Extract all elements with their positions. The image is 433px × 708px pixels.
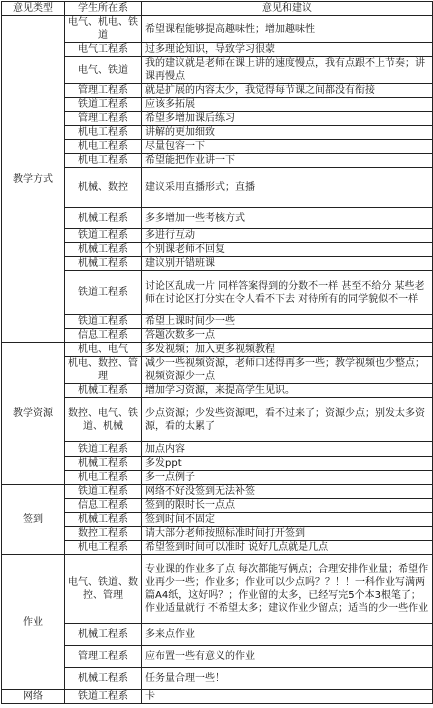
- department-cell: 铁道工程系: [65, 271, 142, 315]
- table-row: [2, 271, 433, 315]
- department-cell: 机电工程系: [65, 154, 142, 168]
- table-row: [2, 646, 433, 668]
- suggestion-cell: 我的建议就是老师在课上讲的速度慢点，我有点跟不上节奏；讲课再慢点: [142, 57, 433, 84]
- table-row: [2, 98, 433, 112]
- department-cell: 机电工程系: [65, 140, 142, 154]
- category-cell: 作业: [2, 555, 65, 690]
- department-cell: 电气、机电、铁道: [65, 16, 142, 43]
- suggestion-cell: 建议别开错班课: [142, 257, 433, 271]
- table-row: [2, 140, 433, 154]
- suggestion-cell: 请大部分老师按照标准时间打开签到: [142, 527, 433, 541]
- table-row: [2, 43, 433, 57]
- table-row: [2, 499, 433, 513]
- table-row: [2, 343, 433, 357]
- suggestion-cell: 尽量包容一下: [142, 140, 433, 154]
- suggestion-cell: 个别课老师不回复: [142, 243, 433, 257]
- department-cell: 机械工程系: [65, 513, 142, 527]
- table-row: [2, 243, 433, 257]
- category-cell: 教学方式: [2, 16, 65, 343]
- table-row: [2, 208, 433, 229]
- table-row: [2, 668, 433, 690]
- department-cell: 机电工程系: [65, 541, 142, 555]
- table-row: [2, 357, 433, 384]
- suggestion-cell: 签到时间不固定: [142, 513, 433, 527]
- department-cell: 机电、数控、管理: [65, 357, 142, 384]
- suggestion-cell: 多一点例子: [142, 471, 433, 485]
- department-cell: 铁道工程系: [65, 485, 142, 499]
- suggestion-cell: 卡: [142, 690, 433, 704]
- department-cell: 机械、数控: [65, 168, 142, 208]
- suggestion-cell: 应该多拓展: [142, 98, 433, 112]
- table-body: [2, 16, 433, 704]
- department-cell: 管理工程系: [65, 84, 142, 98]
- table-row: [2, 398, 433, 442]
- suggestion-cell: 希望多增加课后练习: [142, 112, 433, 126]
- table-row: [2, 168, 433, 208]
- department-cell: 机械工程系: [65, 384, 142, 398]
- suggestion-cell: 多来点作业: [142, 624, 433, 646]
- table-row: [2, 442, 433, 457]
- table-row: [2, 257, 433, 271]
- table-row: [2, 84, 433, 98]
- table-row: [2, 485, 433, 499]
- table-row: [2, 690, 433, 704]
- department-cell: 铁道工程系: [65, 690, 142, 704]
- suggestion-cell: 答题次数多一点: [142, 329, 433, 343]
- suggestion-cell: 多多增加一些考核方式: [142, 208, 433, 229]
- table-row: [2, 527, 433, 541]
- department-cell: 电气、铁道: [65, 57, 142, 84]
- department-cell: 信息工程系: [65, 499, 142, 513]
- suggestion-cell: 多进行互动: [142, 229, 433, 243]
- suggestion-cell: 讲解的更加细致: [142, 126, 433, 140]
- table-row: [2, 555, 433, 624]
- suggestion-cell: 少点资源；少发些资源吧，看不过来了；资源少点；别发太多资源，看的太累了: [142, 398, 433, 442]
- department-cell: 电气工程系: [65, 43, 142, 57]
- suggestion-cell: 讨论区乱成一片 同样答案得到的分数不一样 甚至不给分 某些老师在讨论区打分实在令人看不下去 对待所有的同学貌似不一样: [142, 271, 433, 315]
- suggestion-cell: 加点内容: [142, 442, 433, 457]
- table-row: [2, 513, 433, 527]
- department-cell: 信息工程系: [65, 329, 142, 343]
- department-cell: 机械工程系: [65, 668, 142, 690]
- table-row: [2, 384, 433, 398]
- table-row: [2, 154, 433, 168]
- suggestion-cell: 希望签到时间可以准时 说好几点就是几点: [142, 541, 433, 555]
- department-cell: 机械工程系: [65, 624, 142, 646]
- table-row: [2, 329, 433, 343]
- department-cell: 机电、电气: [65, 343, 142, 357]
- table-row: [2, 112, 433, 126]
- department-cell: 机械工程系: [65, 208, 142, 229]
- department-cell: 机械工程系: [65, 243, 142, 257]
- feedback-table: [1, 1, 433, 704]
- department-cell: 铁道工程系: [65, 98, 142, 112]
- table-row: [2, 624, 433, 646]
- category-cell: 网络: [2, 690, 65, 704]
- department-cell: 管理工程系: [65, 646, 142, 668]
- header-department: 学生所在系: [65, 2, 142, 16]
- suggestion-cell: 专业课的作业多了点 每次都能写俩点；合理安排作业量；希望作业再少一些；作业多；作业可以少点吗？？！！一科作业写满两篇A4纸，这好吗？；作业留的太多，已经写完5个本3根笔了；作业适量就行 不希望太多；建议作业少留点；适当的少一些作业: [142, 555, 433, 624]
- category-cell: 教学资源: [2, 343, 65, 485]
- table-row: [2, 57, 433, 84]
- department-cell: 数控工程系: [65, 527, 142, 541]
- suggestion-cell: 就是扩展的内容太少，我觉得每节课之间都没有衔接: [142, 84, 433, 98]
- suggestion-cell: 网络不好没签到无法补签: [142, 485, 433, 499]
- table-row: [2, 471, 433, 485]
- suggestion-cell: 多发视频；加入更多视频教程: [142, 343, 433, 357]
- suggestion-cell: 增加学习资源，来提高学生见识。: [142, 384, 433, 398]
- table-row: [2, 541, 433, 555]
- suggestion-cell: 建议采用直播形式；直播: [142, 168, 433, 208]
- department-cell: 机械工程系: [65, 257, 142, 271]
- department-cell: 机电工程系: [65, 126, 142, 140]
- department-cell: 铁道工程系: [65, 442, 142, 457]
- department-cell: 数控、电气、铁道、机械: [65, 398, 142, 442]
- header-row: [2, 2, 433, 16]
- department-cell: 铁道工程系: [65, 229, 142, 243]
- category-cell: 签到: [2, 485, 65, 555]
- department-cell: 铁道工程系: [65, 315, 142, 329]
- suggestion-cell: 多发ppt: [142, 457, 433, 471]
- suggestion-cell: 过多理论知识，导致学习很蒙: [142, 43, 433, 57]
- header-suggestion: 意见和建议: [142, 2, 433, 16]
- department-cell: 管理工程系: [65, 112, 142, 126]
- table-row: [2, 229, 433, 243]
- header-category: 意见类型: [2, 2, 65, 16]
- table-row: [2, 16, 433, 43]
- suggestion-cell: 减少一些视频资源，老师口述得再多一些；教学视频也少整点；视频资源少一点: [142, 357, 433, 384]
- suggestion-cell: 希望能把作业讲一下: [142, 154, 433, 168]
- department-cell: 电气、铁道、数控、管理: [65, 555, 142, 624]
- suggestion-cell: 希望课程能够提高趣味性；增加趣味性: [142, 16, 433, 43]
- department-cell: 机械工程系: [65, 457, 142, 471]
- table-row: [2, 126, 433, 140]
- department-cell: 机电工程系: [65, 471, 142, 485]
- suggestion-cell: 签到的限时长一点点: [142, 499, 433, 513]
- suggestion-cell: 任务量合理一些！: [142, 668, 433, 690]
- table-row: [2, 315, 433, 329]
- suggestion-cell: 应布置一些有意义的作业: [142, 646, 433, 668]
- suggestion-cell: 希望上课时间少一些: [142, 315, 433, 329]
- table-row: [2, 457, 433, 471]
